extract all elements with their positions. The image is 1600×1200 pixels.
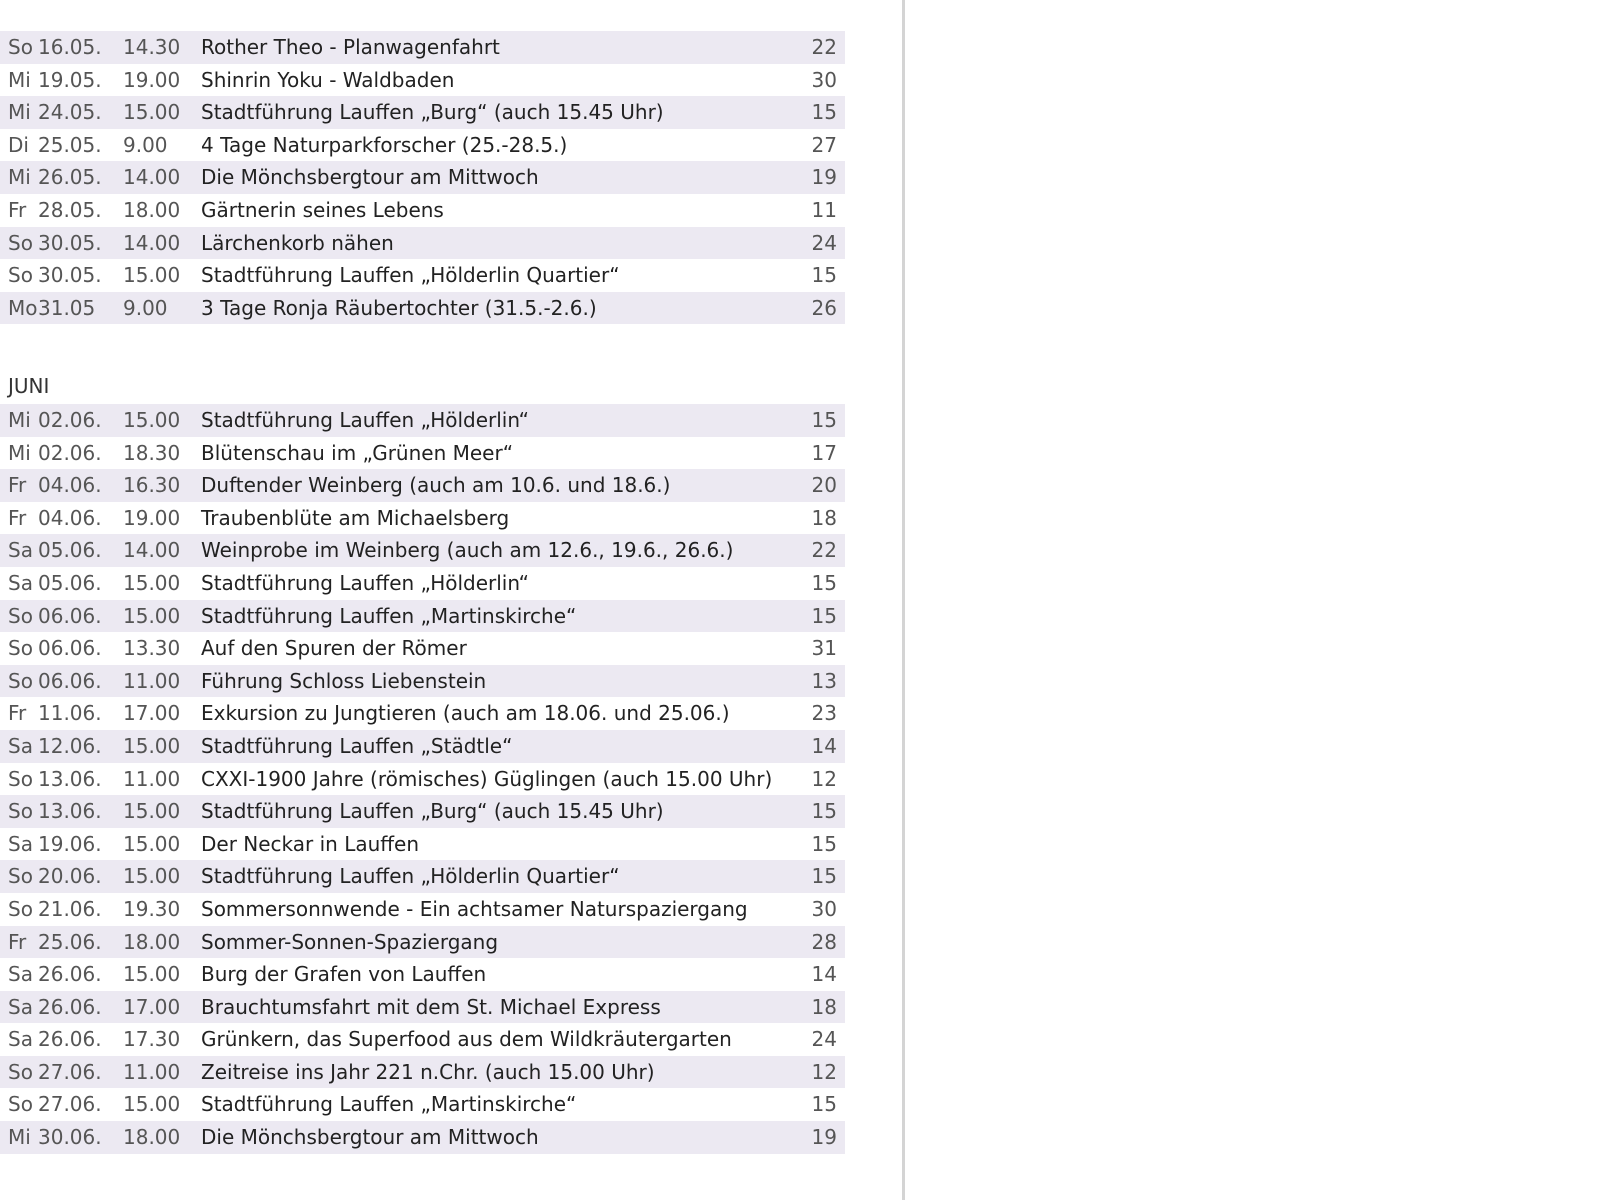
event-time: 15.00 <box>123 603 181 628</box>
event-title: Stadtführung Lauffen „Hölderlin“ <box>201 408 529 432</box>
event-date: 04.06. <box>38 473 102 498</box>
event-row <box>0 404 845 437</box>
event-row <box>0 926 845 959</box>
event-page: 13 <box>811 668 837 693</box>
event-day: Mi <box>8 1125 31 1150</box>
event-time: 18.30 <box>123 440 181 465</box>
event-date: 28.05. <box>38 197 102 222</box>
event-row <box>0 96 845 129</box>
event-day: Mi <box>8 100 31 125</box>
event-day: So <box>8 896 33 921</box>
event-time: 15.00 <box>123 962 181 987</box>
event-title: Stadtführung Lauffen „Hölderlin Quartier“ <box>201 263 620 288</box>
event-title: Grünkern, das Superfood aus dem Wildkräutergarten <box>201 1027 732 1052</box>
event-page: 30 <box>811 67 837 92</box>
event-row <box>0 31 845 64</box>
event-date: 12.06. <box>38 733 102 758</box>
event-time: 9.00 <box>123 295 168 320</box>
event-date: 16.05. <box>38 35 102 59</box>
event-title: Stadtführung Lauffen „Burg“ (auch 15.45 Uhr) <box>201 799 664 824</box>
event-day: Sa <box>8 994 33 1019</box>
event-page: 14 <box>811 962 837 987</box>
event-row <box>0 437 845 470</box>
event-row <box>0 1121 845 1154</box>
event-page: 22 <box>811 35 837 59</box>
event-time: 14.00 <box>123 230 181 255</box>
event-row <box>0 991 845 1024</box>
event-title: 3 Tage Ronja Räubertochter (31.5.-2.6.) <box>201 295 597 320</box>
event-day: So <box>8 35 33 59</box>
event-row <box>0 64 845 97</box>
event-row <box>0 763 845 796</box>
event-row <box>0 958 845 991</box>
event-date: 26.05. <box>38 165 102 190</box>
event-list <box>0 31 845 324</box>
event-title: Duftender Weinberg (auch am 10.6. und 18.6.) <box>201 473 671 498</box>
event-title: Die Mönchsbergtour am Mittwoch <box>201 1125 539 1150</box>
event-day: Mo <box>8 295 38 320</box>
event-row <box>0 469 845 502</box>
event-date: 25.06. <box>38 929 102 954</box>
event-title: Führung Schloss Liebenstein <box>201 668 487 693</box>
event-row <box>0 259 845 292</box>
event-row <box>0 1088 845 1121</box>
event-title: Stadtführung Lauffen „Hölderlin“ <box>201 570 529 595</box>
event-page: 23 <box>811 701 837 726</box>
event-title: Brauchtumsfahrt mit dem St. Michael Express <box>201 994 661 1019</box>
event-title: Zeitreise ins Jahr 221 n.Chr. (auch 15.00 Uhr) <box>201 1059 655 1084</box>
event-date: 27.06. <box>38 1092 102 1117</box>
column-divider <box>902 0 905 1200</box>
event-day: Mi <box>8 165 31 190</box>
event-time: 17.30 <box>123 1027 181 1052</box>
event-day: So <box>8 1092 33 1117</box>
event-time: 18.00 <box>123 929 181 954</box>
event-page: 18 <box>811 505 837 530</box>
event-time: 19.00 <box>123 67 181 92</box>
event-date: 13.06. <box>38 799 102 824</box>
event-time: 15.00 <box>123 100 181 125</box>
event-title: Die Mönchsbergtour am Mittwoch <box>201 165 539 190</box>
event-row <box>0 600 845 633</box>
event-date: 06.06. <box>38 668 102 693</box>
event-title: Stadtführung Lauffen „Hölderlin Quartier“ <box>201 864 620 889</box>
event-row <box>0 632 845 665</box>
event-day: Mi <box>8 440 31 465</box>
event-page: 19 <box>811 165 837 190</box>
event-time: 15.00 <box>123 864 181 889</box>
event-row <box>0 893 845 926</box>
event-date: 25.05. <box>38 132 102 157</box>
event-page: 31 <box>811 636 837 661</box>
event-date: 26.06. <box>38 1027 102 1052</box>
event-day: So <box>8 230 33 255</box>
event-title: Rother Theo - Planwagenfahrt <box>201 35 500 59</box>
event-date: 19.05. <box>38 67 102 92</box>
event-time: 14.00 <box>123 165 181 190</box>
event-title: Stadtführung Lauffen „Martinskirche“ <box>201 1092 577 1117</box>
event-day: So <box>8 263 33 288</box>
event-title: Sommer-Sonnen-Spaziergang <box>201 929 499 954</box>
event-day: So <box>8 636 33 661</box>
event-time: 15.00 <box>123 263 181 288</box>
event-time: 15.00 <box>123 570 181 595</box>
event-time: 19.30 <box>123 896 181 921</box>
event-page: 11 <box>811 197 837 222</box>
event-date: 06.06. <box>38 636 102 661</box>
event-time: 18.00 <box>123 1125 181 1150</box>
month-heading: JUNI <box>8 374 50 398</box>
event-page: 24 <box>811 1027 837 1052</box>
event-day: Sa <box>8 538 33 563</box>
event-date: 30.06. <box>38 1125 102 1150</box>
event-time: 14.00 <box>123 538 181 563</box>
event-day: So <box>8 603 33 628</box>
event-day: Fr <box>8 505 27 530</box>
event-row <box>0 567 845 600</box>
event-time: 9.00 <box>123 132 168 157</box>
event-day: Fr <box>8 701 27 726</box>
event-title: Shinrin Yoku - Waldbaden <box>201 67 455 92</box>
event-time: 19.00 <box>123 505 181 530</box>
event-time: 14.30 <box>123 35 181 59</box>
event-time: 15.00 <box>123 1092 181 1117</box>
event-date: 24.05. <box>38 100 102 125</box>
event-time: 11.00 <box>123 668 181 693</box>
event-page: 17 <box>811 440 837 465</box>
event-time: 16.30 <box>123 473 181 498</box>
event-title: Lärchenkorb nähen <box>201 230 394 255</box>
event-title: Der Neckar in Lauffen <box>201 831 420 856</box>
event-page: 26 <box>811 295 837 320</box>
event-day: Fr <box>8 473 27 498</box>
event-title: Gärtnerin seines Lebens <box>201 197 444 222</box>
event-date: 02.06. <box>38 408 102 432</box>
event-page: 24 <box>811 230 837 255</box>
event-page: 30 <box>811 896 837 921</box>
event-title: Blütenschau im „Grünen Meer“ <box>201 440 514 465</box>
event-time: 15.00 <box>123 799 181 824</box>
event-date: 27.06. <box>38 1059 102 1084</box>
event-time: 13.30 <box>123 636 181 661</box>
event-day: Mi <box>8 408 31 432</box>
event-title: CXXI-1900 Jahre (römisches) Güglingen (auch 15.00 Uhr) <box>201 766 773 791</box>
event-date: 11.06. <box>38 701 102 726</box>
event-day: So <box>8 864 33 889</box>
event-page: 28 <box>811 929 837 954</box>
event-page: 15 <box>811 408 837 432</box>
event-title: Auf den Spuren der Römer <box>201 636 467 661</box>
event-page: 15 <box>811 100 837 125</box>
event-day: Sa <box>8 831 33 856</box>
event-day: Mi <box>8 67 31 92</box>
event-date: 20.06. <box>38 864 102 889</box>
event-day: Di <box>8 132 29 157</box>
event-day: Sa <box>8 570 33 595</box>
event-title: Weinprobe im Weinberg (auch am 12.6., 19.6., 26.6.) <box>201 538 734 563</box>
event-day: So <box>8 766 33 791</box>
event-day: Fr <box>8 929 27 954</box>
event-page: 18 <box>811 994 837 1019</box>
event-date: 13.06. <box>38 766 102 791</box>
event-date: 26.06. <box>38 962 102 987</box>
event-day: Sa <box>8 962 33 987</box>
event-date: 04.06. <box>38 505 102 530</box>
event-row <box>0 665 845 698</box>
event-time: 11.00 <box>123 766 181 791</box>
event-row <box>0 292 845 325</box>
event-time: 17.00 <box>123 994 181 1019</box>
event-time: 15.00 <box>123 408 181 432</box>
event-time: 17.00 <box>123 701 181 726</box>
event-page: 20 <box>811 473 837 498</box>
event-row <box>0 227 845 260</box>
event-day: So <box>8 668 33 693</box>
event-page: 15 <box>811 799 837 824</box>
event-date: 26.06. <box>38 994 102 1019</box>
event-row <box>0 194 845 227</box>
event-title: Traubenblüte am Michaelsberg <box>201 505 510 530</box>
event-date: 30.05. <box>38 263 102 288</box>
event-row <box>0 697 845 730</box>
event-page: 14 <box>811 733 837 758</box>
event-row <box>0 860 845 893</box>
event-date: 19.06. <box>38 831 102 856</box>
event-row <box>0 161 845 194</box>
event-row <box>0 828 845 861</box>
event-row <box>0 1023 845 1056</box>
event-page: 27 <box>811 132 837 157</box>
event-day: So <box>8 1059 33 1084</box>
event-page: 15 <box>811 570 837 595</box>
event-page: 15 <box>811 831 837 856</box>
event-date: 21.06. <box>38 896 102 921</box>
event-title: Stadtführung Lauffen „Martinskirche“ <box>201 603 577 628</box>
event-day: Sa <box>8 1027 33 1052</box>
event-date: 30.05. <box>38 230 102 255</box>
event-time: 18.00 <box>123 197 181 222</box>
event-date: 06.06. <box>38 603 102 628</box>
event-list <box>0 404 845 1154</box>
event-time: 11.00 <box>123 1059 181 1084</box>
event-title: Stadtführung Lauffen „Städtle“ <box>201 733 513 758</box>
event-page: 15 <box>811 1092 837 1117</box>
event-row <box>0 534 845 567</box>
event-row <box>0 730 845 763</box>
event-day: Fr <box>8 197 27 222</box>
event-date: 02.06. <box>38 440 102 465</box>
event-row <box>0 129 845 162</box>
event-title: Sommersonnwende - Ein achtsamer Naturspaziergang <box>201 896 748 921</box>
event-page: 15 <box>811 263 837 288</box>
event-time: 15.00 <box>123 733 181 758</box>
event-time: 15.00 <box>123 831 181 856</box>
event-row <box>0 795 845 828</box>
event-day: Sa <box>8 733 33 758</box>
event-title: 4 Tage Naturparkforscher (25.-28.5.) <box>201 132 568 157</box>
event-page: 15 <box>811 603 837 628</box>
event-title: Stadtführung Lauffen „Burg“ (auch 15.45 Uhr) <box>201 100 664 125</box>
event-date: 31.05 <box>38 295 96 320</box>
event-title: Exkursion zu Jungtieren (auch am 18.06. und 25.06.) <box>201 701 730 726</box>
event-day: So <box>8 799 33 824</box>
event-page: 19 <box>811 1125 837 1150</box>
event-row <box>0 1056 845 1089</box>
event-title: Burg der Grafen von Lauffen <box>201 962 487 987</box>
event-page: 12 <box>811 1059 837 1084</box>
event-date: 05.06. <box>38 570 102 595</box>
event-page: 22 <box>811 538 837 563</box>
event-row <box>0 502 845 535</box>
event-page: 15 <box>811 864 837 889</box>
event-page: 12 <box>811 766 837 791</box>
event-date: 05.06. <box>38 538 102 563</box>
